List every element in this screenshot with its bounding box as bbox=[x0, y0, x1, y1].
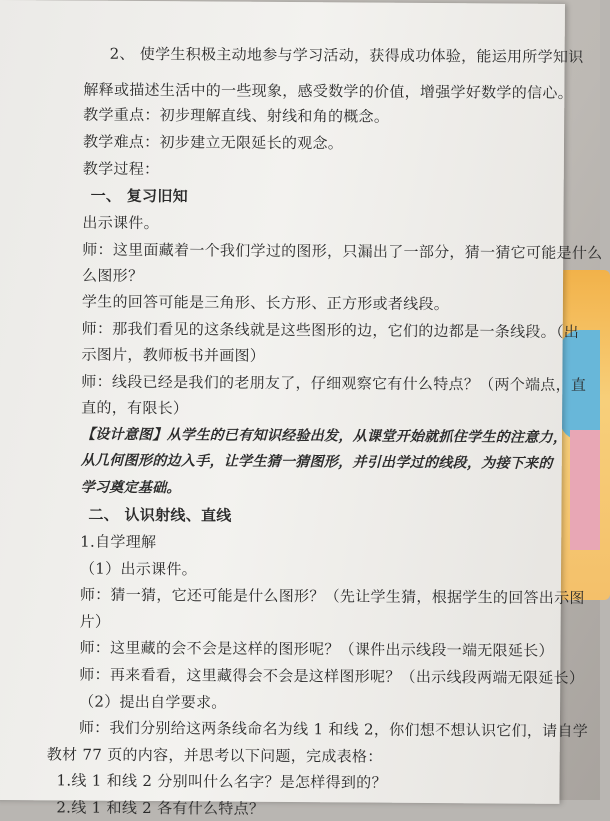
text-line: 示图片，教师板书并画图） bbox=[81, 345, 266, 365]
text-line: 直的，有限长） bbox=[81, 398, 189, 418]
text-line: 教学难点：初步建立无限延长的观念。 bbox=[82, 132, 344, 153]
text-line: 出示课件。 bbox=[82, 213, 160, 233]
text-line: （1）出示课件。 bbox=[79, 559, 198, 579]
section-heading: 一、 复习旧知 bbox=[90, 186, 189, 206]
text-line: 片） bbox=[79, 612, 111, 631]
text-line: 学生的回答可能是三角形、长方形、正方形或者线段。 bbox=[81, 292, 450, 314]
text-line: 教学重点：初步理解直线、射线和角的概念。 bbox=[83, 105, 390, 126]
side-pink-object bbox=[570, 430, 600, 550]
text-line: 教材 77 页的内容，并思考以下问题，完成表格： bbox=[46, 745, 383, 766]
text-line: 么图形？ bbox=[82, 266, 144, 286]
text-line: 师：猜一猜，它还可能是什么图形？（先让学生猜，根据学生的回答出示图 bbox=[79, 585, 585, 608]
text-line: 师：那我们看见的这条线就是这些图形的边，它们的边都是一条线段。（出 bbox=[81, 319, 580, 342]
design-intent-note: 【设计意图】从学生的已有知识经验出发，从课堂开始就抓住学生的注意力， bbox=[80, 426, 568, 446]
text-line: 师：这里面藏着一个我们学过的图形，只漏出了一部分，猜一猜它可能是什么 bbox=[82, 240, 603, 263]
text-line: 1.线 1 和线 2 分别叫什么名字？是怎样得到的？ bbox=[56, 771, 387, 792]
text-line: 师：线段已经是我们的老朋友了，仔细观察它有什么特点？（两个端点，直 bbox=[81, 372, 587, 395]
section-heading: 二、 认识射线、直线 bbox=[88, 505, 232, 525]
text-line: 2.线 1 和线 2 各有什么特点？ bbox=[56, 798, 265, 818]
text-line: 师：我们分别给这两条线命名为线 1 和线 2，你们想不想认识它们，请自学 bbox=[78, 718, 589, 741]
text-line: 师：这里藏的会不会是这样的图形呢？（课件出示线段一端无限延长） bbox=[79, 638, 554, 660]
text-line: 2、 使学生积极主动地参与学习活动，获得成功体验，能运用所学知识 bbox=[109, 44, 584, 67]
text-line: 解释或描述生活中的一些现象，感受数学的价值，增强学好数学的信心。 bbox=[83, 80, 574, 103]
design-intent-note: 从几何图形的边入手，让学生猜一猜图形，并引出学过的线段，为接下来的 bbox=[80, 452, 553, 472]
text-line: （2）提出自学要求。 bbox=[79, 692, 227, 712]
text-line: 1.自学理解 bbox=[80, 532, 157, 552]
text-line: 教学过程： bbox=[82, 159, 160, 179]
design-intent-note: 学习奠定基础。 bbox=[80, 479, 181, 497]
text-line: 师：再来看看，这里藏得会不会是这样图形呢？（出示线段两端无限延长） bbox=[79, 665, 585, 688]
